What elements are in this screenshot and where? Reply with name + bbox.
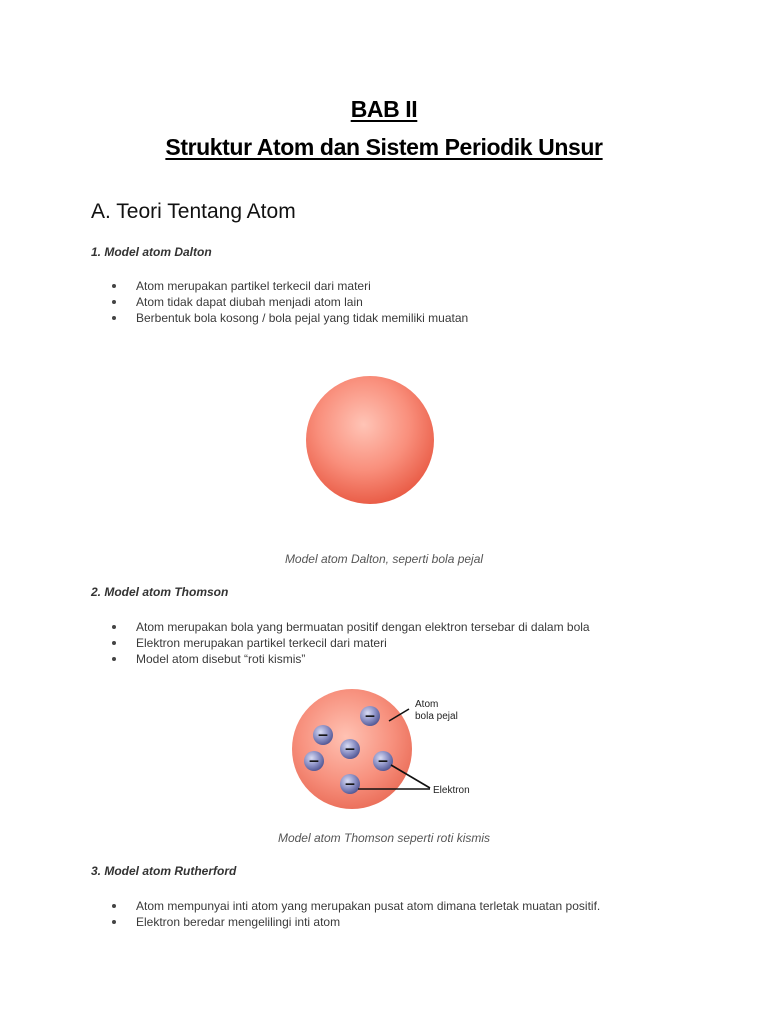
bullet-icon [112, 284, 116, 288]
bullet-icon [112, 920, 116, 924]
bullet-icon [112, 641, 116, 645]
rutherford-heading: 3. Model atom Rutherford [91, 864, 237, 878]
bullet-icon [112, 904, 116, 908]
list-item: Elektron beredar mengelilingi inti atom [108, 914, 600, 930]
electron-icon [304, 751, 324, 771]
list-item: Elektron merupakan partikel terkecil dari materi [108, 635, 590, 651]
electron-label: Elektron [433, 785, 470, 796]
list-item: Berbentuk bola kosong / bola pejal yang tidak memiliki muatan [108, 310, 468, 326]
dalton-heading: 1. Model atom Dalton [91, 245, 212, 259]
electron-icon [340, 739, 360, 759]
bullet-icon [112, 316, 116, 320]
section-heading: A. Teori Tentang Atom [91, 200, 296, 223]
list-item: Atom merupakan partikel terkecil dari materi [108, 278, 468, 294]
svg-text:−: − [344, 741, 356, 758]
chapter-title: Struktur Atom dan Sistem Periodik Unsur [165, 134, 603, 160]
electron-icon [313, 725, 333, 745]
thomson-heading: 2. Model atom Thomson [91, 585, 229, 599]
atom-label: Atom [415, 699, 439, 710]
electron-icon [373, 751, 393, 771]
bullet-icon [112, 625, 116, 629]
list-item: Atom merupakan bola yang bermuatan positif dengan elektron tersebar di dalam bola [108, 619, 590, 635]
thomson-caption: Model atom Thomson seperti roti kismis [277, 831, 491, 845]
svg-text:−: − [317, 727, 329, 744]
svg-text:−: − [344, 776, 356, 793]
bullet-icon [112, 657, 116, 661]
list-item: Model atom disebut “roti kismis” [108, 651, 590, 667]
atom-label-sub: bola pejal [415, 711, 458, 722]
thomson-bullet-list [108, 619, 590, 667]
electron-icon [360, 706, 380, 726]
dalton-caption: Model atom Dalton, seperti bola pejal [284, 552, 484, 566]
list-item: Atom tidak dapat diubah menjadi atom lain [108, 294, 468, 310]
svg-text:−: − [308, 753, 320, 770]
thomson-atom-figure [285, 685, 495, 820]
rutherford-bullet-list [108, 898, 600, 930]
dalton-bullet-list [108, 278, 468, 326]
svg-text:−: − [377, 753, 389, 770]
list-item: Atom mempunyai inti atom yang merupakan pusat atom dimana terletak muatan positif. [108, 898, 600, 914]
bullet-icon [112, 300, 116, 304]
electron-icon [340, 774, 360, 794]
dalton-atom-figure [300, 370, 440, 510]
solid-sphere-icon [306, 376, 434, 504]
svg-text:−: − [364, 708, 376, 725]
chapter-number: BAB II [350, 96, 418, 122]
